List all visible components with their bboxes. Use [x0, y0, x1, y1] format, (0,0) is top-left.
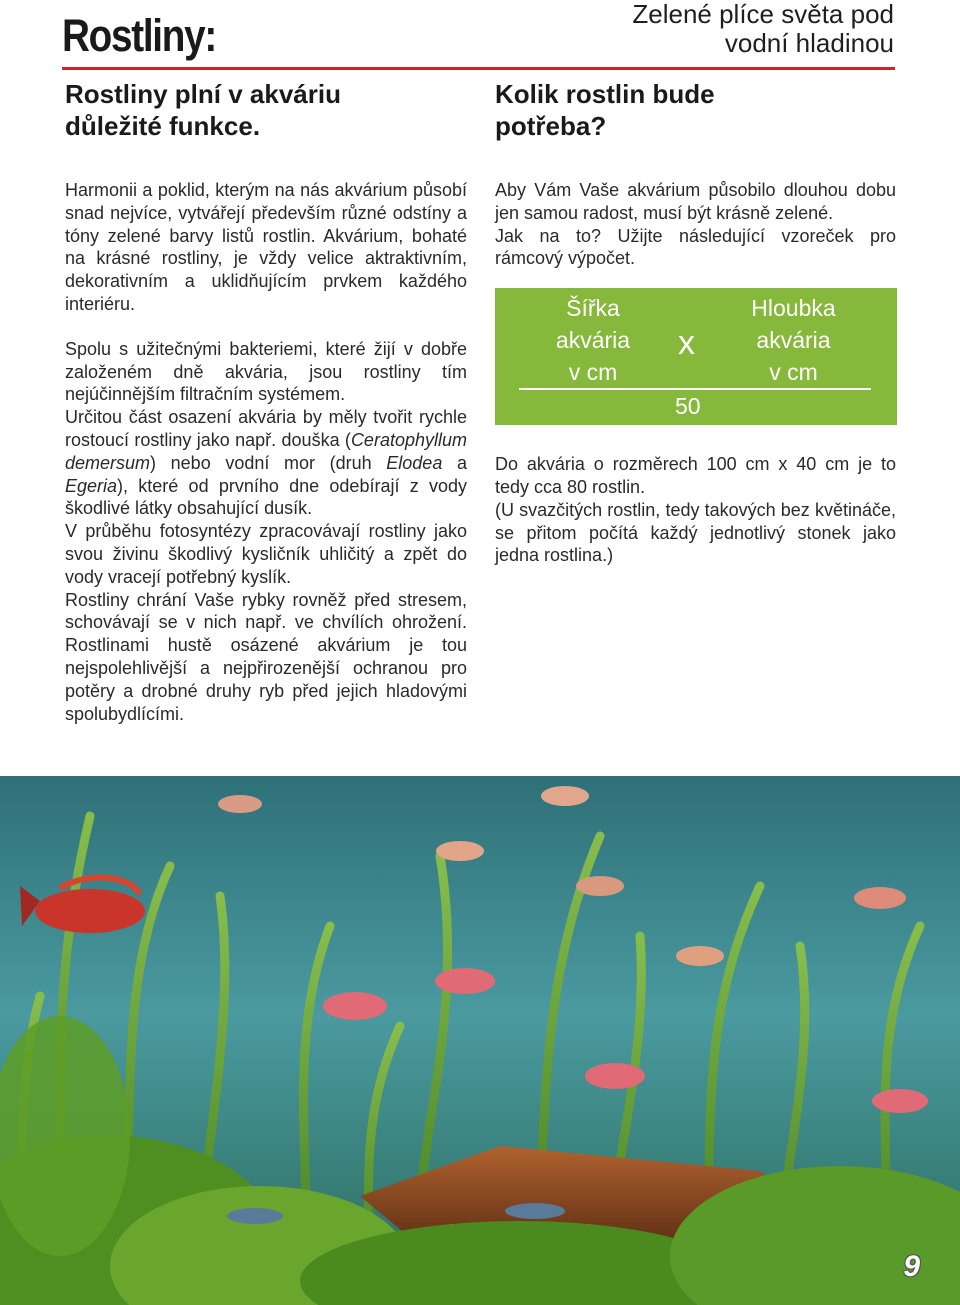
right-subhead-line-1: Kolik rostlin bude — [495, 79, 715, 109]
paragraph-bundle-note: (U svazčitých rostlin, tedy takových bez květináče, se přitom počítá každý jednotlivý stonek jako jedna rostlina.) — [495, 499, 896, 566]
left-subhead — [65, 78, 467, 142]
paragraph-formula-intro: Jak na to? Užijte následující vzoreček pro rámcový výpočet. — [495, 225, 896, 269]
aquarium-illustration — [0, 776, 960, 1305]
latin-name-egeria: Egeria — [65, 475, 118, 496]
tagline-line-2: vodní hladinou — [724, 28, 894, 58]
paragraph-fast-growing — [65, 406, 467, 520]
plant-count-formula — [495, 288, 897, 425]
formula-depth-aquarium: akvária — [756, 327, 831, 354]
latin-name-ceratophyllum: Ceratophyllum demersum — [65, 429, 467, 473]
formula-width-term — [543, 292, 643, 388]
paragraph-example: Do akvária o rozměrech 100 cm x 40 cm je to tedy cca 80 rostlin. — [495, 454, 896, 497]
paragraph-photosynthesis: V průběhu fotosyntézy zpracovávají rostliny jako svou živinu škodlivý kysličník uhličitý a zpět do vody vracejí potřebný kyslík. — [65, 521, 467, 587]
text-segment: a — [442, 452, 467, 473]
tagline-line-1: Zelené plíce světa pod — [632, 0, 894, 29]
formula-width-aquarium: akvária — [555, 327, 631, 354]
formula-fraction-bar — [519, 388, 871, 390]
paragraph-green-aquarium: Aby Vám Vaše akvárium působilo dlouhou dobu jen samou radost, musí být krásně zelené. — [495, 180, 896, 223]
formula-width-unit: v cm — [568, 359, 618, 386]
left-subhead-line-2: důležité funkce. — [65, 111, 261, 141]
right-subhead — [495, 78, 896, 142]
text-segment: Určitou část osazení akvária by měly tvořit rychle rostoucí rostliny jako např. douška ( — [65, 407, 467, 450]
paragraph-protection: Rostliny chrání Vaše rybky rovněž před stresem, schovávají se v nich např. ve chvílích ohrožení. Rostlinami hustě osázené akvárium je tou nejspolehlivější a nejpřirozenější ochranou pro potěry a drobné druhy ryb před jejich hladovými spolubydlícími. — [65, 589, 467, 724]
formula-depth-label: Hloubka — [751, 295, 836, 322]
page-number: 9 — [903, 1250, 920, 1283]
header-divider — [62, 67, 895, 70]
paragraph-harmony: Harmonii a poklid, kterým na nás akvárium působí snad nejvíce, vytvářejí především různé odstíny a tóny zelené barvy listů rostlin. Akvárium, bohaté na krásné rostliny, je vždy velice aktraktivním, dekorativním a uklidňujícím prvkem každého interiéru. — [65, 180, 467, 314]
left-subhead-line-1: Rostliny plní v akváriu — [65, 79, 341, 109]
paragraph-bacteria: Spolu s užitečnými bakteriemi, které žijí v dobře založeném dně akvária, jsou rostliny tím nejúčinnějším filtračním systémem. — [65, 338, 467, 405]
text-segment: ) nebo vodní mor (druh — [150, 452, 387, 473]
formula-width-label: Šířka — [566, 295, 620, 322]
section-tagline — [632, 0, 894, 58]
text-segment: ), které od prvního dne odebírají z vody škodlivé látky obsahující dusík. — [65, 475, 467, 519]
formula-depth-unit: v cm — [769, 359, 818, 386]
left-column — [65, 78, 467, 725]
formula-denominator: 50 — [675, 393, 701, 420]
latin-name-elodea: Elodea — [386, 452, 443, 473]
right-column — [495, 78, 896, 567]
page-title: Rostliny: — [62, 10, 216, 61]
right-subhead-line-2: potřeba? — [495, 111, 607, 141]
formula-multiply-sign: x — [678, 324, 695, 363]
formula-depth-term — [741, 292, 846, 388]
aquarium-photo — [0, 776, 960, 1305]
